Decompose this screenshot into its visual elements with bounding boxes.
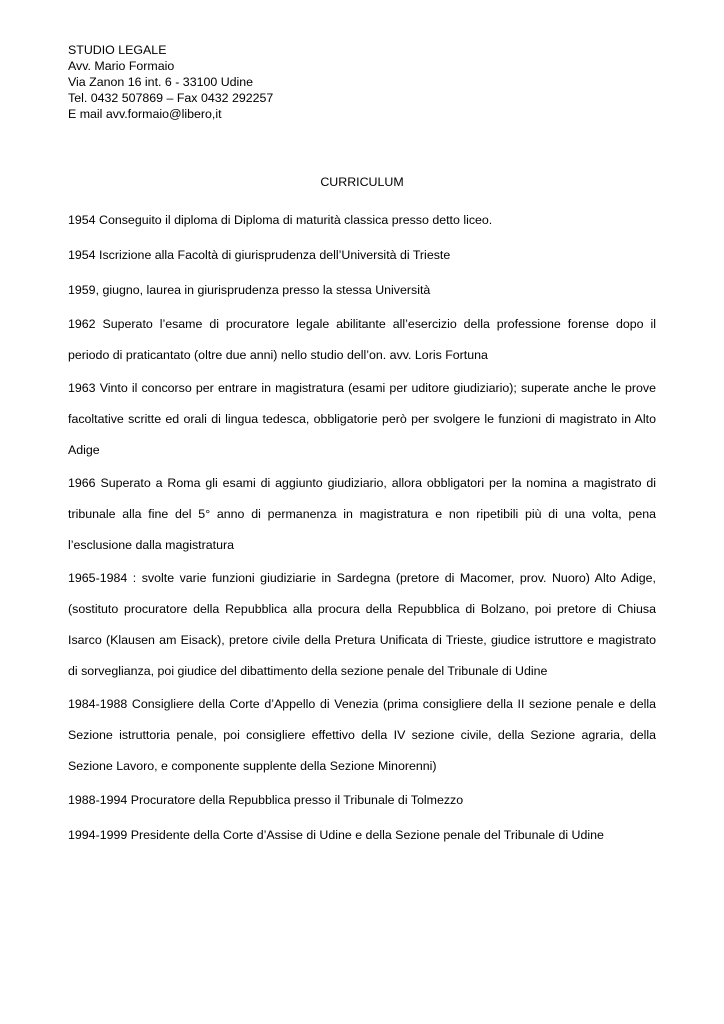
curriculum-entry-text: 1965-1984 : svolte varie funzioni giudiziarie in Sardegna (pretore di Macomer, prov. Nuoro) Alto Adige, (sostituto procuratore della Repubblica alla procura della Repubblica di Bolzano, poi pretore di Chiusa Isarco (Klausen am Eisack), pretore civile della Pretura Unificata di Trieste, giudice istruttore e magistrato di sorveglianza, poi giudice del dibattimento della sezione penale del Tribunale di Udine — [68, 571, 656, 678]
curriculum-entry-text: 1954 Iscrizione alla Facoltà di giurisprudenza dell’Università di Trieste — [68, 248, 451, 262]
curriculum-entry-text: 1994-1999 Presidente della Corte d’Assise di Udine e della Sezione penale del Tribunale di Udine — [68, 828, 604, 842]
curriculum-entry — [68, 309, 656, 371]
letterhead-email: E mail avv.formaio@libero,it — [68, 107, 222, 121]
curriculum-entries — [68, 212, 656, 862]
curriculum-entry-text: 1963 Vinto il concorso per entrare in magistratura (esami per uditore giudiziario); superate anche le prove facoltative scritte ed orali di lingua tedesca, obbligatorie però per svolgere le funzioni di magistrato in Alto Adige — [68, 381, 656, 457]
curriculum-entry-text: 1959, giugno, laurea in giurisprudenza presso la stessa Università — [68, 283, 431, 297]
letterhead — [68, 42, 273, 122]
letterhead-lawyer-name: Avv. Mario Formaio — [68, 59, 175, 73]
curriculum-entry-text: 1988-1994 Procuratore della Repubblica presso il Tribunale di Tolmezzo — [68, 793, 464, 807]
letterhead-phone-fax: Tel. 0432 507869 – Fax 0432 292257 — [68, 91, 274, 105]
letterhead-firm-name: STUDIO LEGALE — [68, 43, 167, 57]
curriculum-entry — [68, 373, 656, 466]
curriculum-entry — [68, 468, 656, 561]
curriculum-entry-text: 1954 Conseguito il diploma di Diploma di maturità classica presso detto liceo. — [68, 213, 493, 227]
curriculum-entry-text: 1966 Superato a Roma gli esami di aggiunto giudiziario, allora obbligatori per la nomina a magistrato di tribunale alla fine del 5° anno di permanenza in magistratura e non ripetibili più di una volta, pena l’esclusione dalla magistratura — [68, 476, 656, 552]
curriculum-entry-text: 1962 Superato l’esame di procuratore legale abilitante all’esercizio della professione forense dopo il periodo di praticantato (oltre due anni) nello studio dell’on. avv. Loris Fortuna — [68, 317, 656, 362]
letterhead-address: Via Zanon 16 int. 6 - 33100 Udine — [68, 75, 254, 89]
curriculum-entry — [68, 563, 656, 687]
curriculum-entry — [68, 689, 656, 782]
curriculum-entry — [68, 792, 656, 808]
document-title: CURRICULUM — [320, 175, 404, 189]
curriculum-entry — [68, 827, 656, 843]
curriculum-entry-text: 1984-1988 Consigliere della Corte d’Appello di Venezia (prima consigliere della II sezione penale e della Sezione istruttoria penale, poi consigliere effettivo della IV sezione civile, della Sezione agraria, della Sezione Lavoro, e componente supplente della Sezione Minorenni) — [68, 697, 656, 773]
curriculum-entry — [68, 282, 656, 298]
curriculum-entry — [68, 247, 656, 263]
curriculum-entry — [68, 212, 656, 228]
